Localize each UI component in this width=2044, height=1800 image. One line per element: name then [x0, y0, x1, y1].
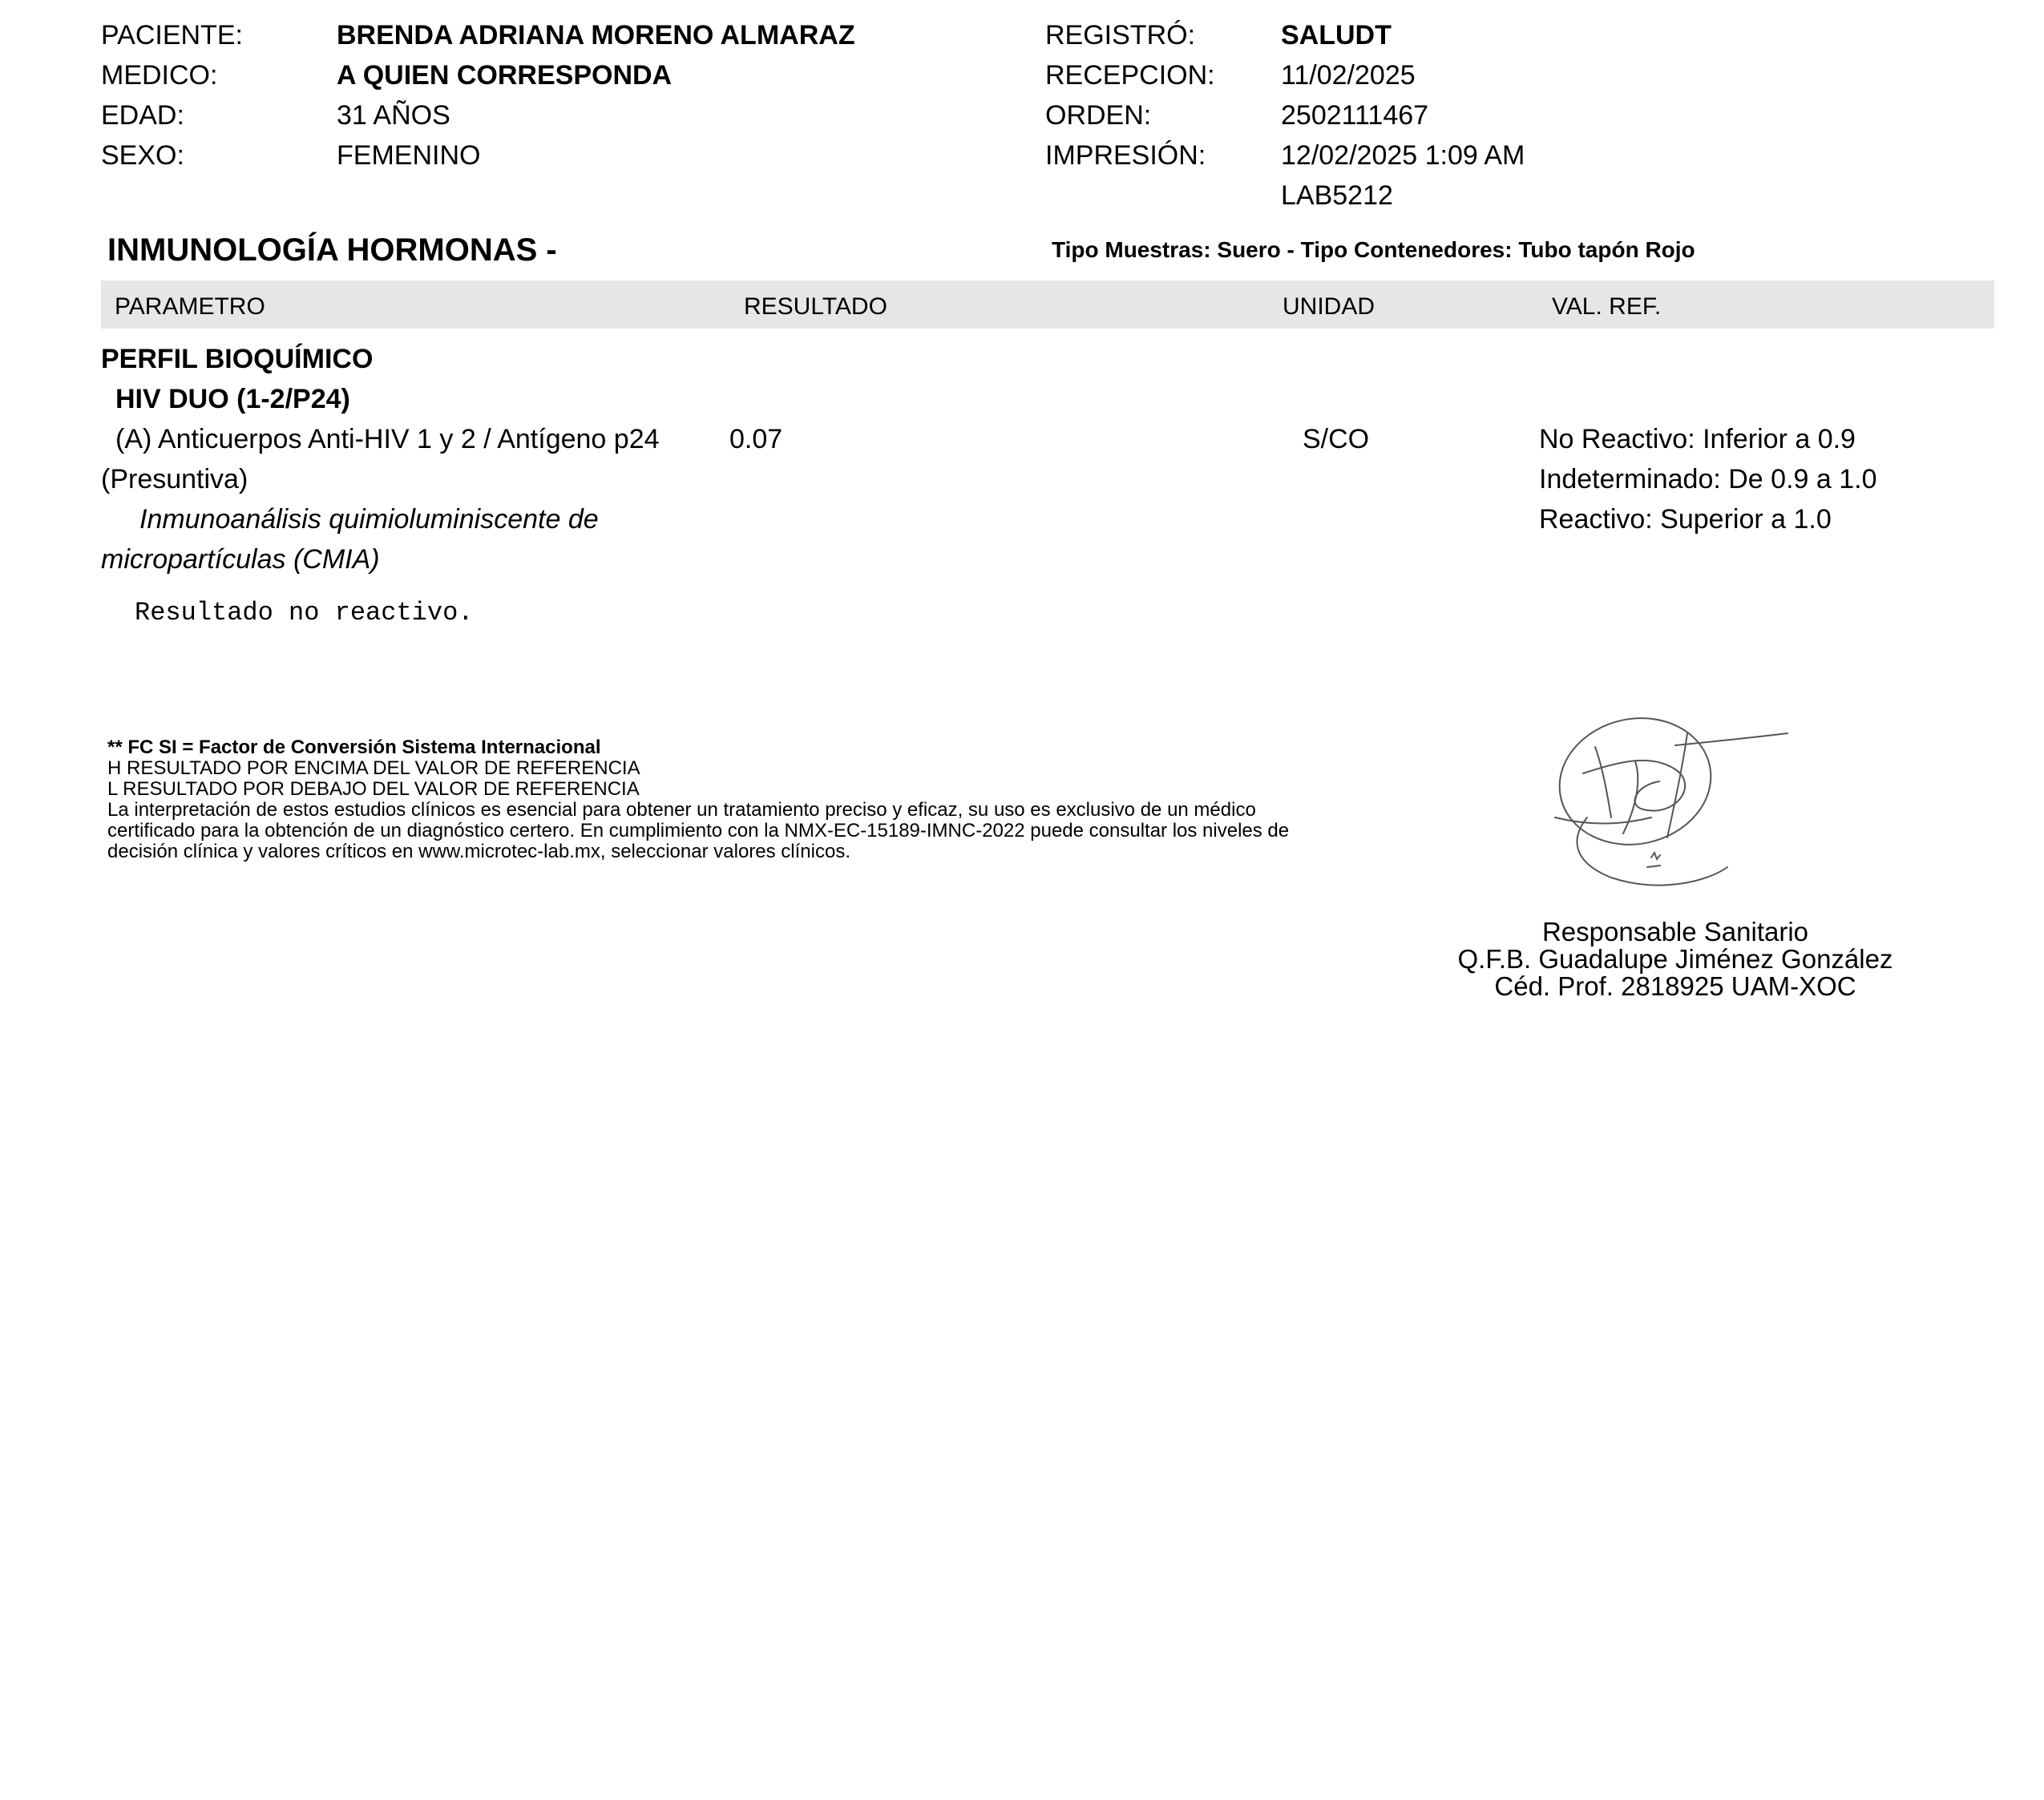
result-value: 0.07: [729, 424, 783, 454]
test-name: HIV DUO (1-2/P24): [115, 384, 350, 414]
disclaimer-line1: La interpretación de estos estudios clínicos es esencial para obtener un tratamiento preciso y eficaz, su uso es exclusivo de un médico: [107, 799, 1256, 821]
disclaimer-line3: decisión clínica y valores críticos en www.microtec-lab.mx, seleccionar valores clínicos.: [107, 841, 850, 862]
lab-code: LAB5212: [1281, 180, 1393, 211]
signature-cedula: Céd. Prof. 2818925 UAM-XOC: [1494, 971, 1856, 1001]
signature-name: Q.F.B. Guadalupe Jiménez González: [1457, 944, 1893, 974]
section-title: INMUNOLOGÍA HORMONAS -: [107, 232, 557, 268]
impresion-value: 12/02/2025 1:09 AM: [1281, 140, 1525, 171]
orden-label: ORDEN:: [1045, 100, 1152, 131]
registro-value: SALUDT: [1281, 20, 1392, 50]
footnote-h: H RESULTADO POR ENCIMA DEL VALOR DE REFERENCIA: [107, 757, 640, 779]
header-parametro: PARAMETRO: [115, 293, 265, 320]
header-resultado: RESULTADO: [744, 293, 887, 320]
result-unit: S/CO: [1303, 424, 1370, 454]
profile-heading: PERFIL BIOQUÍMICO: [101, 344, 374, 374]
method-line2: micropartículas (CMIA): [101, 544, 380, 575]
footnote-l: L RESULTADO POR DEBAJO DEL VALOR DE REFERENCIA: [107, 778, 640, 800]
signature-image: [1547, 697, 1812, 898]
header-val-ref: VAL. REF.: [1552, 293, 1662, 320]
paciente-value: BRENDA ADRIANA MORENO ALMARAZ: [337, 20, 855, 50]
ref-range-no-reactivo: No Reactivo: Inferior a 0.9: [1539, 424, 1856, 454]
medico-value: A QUIEN CORRESPONDA: [337, 60, 673, 91]
orden-value: 2502111467: [1281, 100, 1429, 131]
registro-label: REGISTRÓ:: [1045, 20, 1196, 50]
disclaimer-line2: certificado para la obtención de un diagnóstico certero. En cumplimiento con la NMX-EC-15189-IMNC-2022 puede consultar los niveles de: [107, 820, 1290, 841]
impresion-label: IMPRESIÓN:: [1045, 140, 1206, 171]
signature-block: [1427, 918, 1924, 1000]
recepcion-label: RECEPCION:: [1045, 60, 1215, 91]
recepcion-value: 11/02/2025: [1281, 60, 1416, 91]
paciente-label: PACIENTE:: [101, 20, 243, 50]
ref-range-indeterminado: Indeterminado: De 0.9 a 1.0: [1539, 464, 1877, 494]
parameter-name-line1: (A) Anticuerpos Anti-HIV 1 y 2 / Antígeno p24: [115, 424, 660, 454]
medico-label: MEDICO:: [101, 60, 218, 91]
ref-range-reactivo: Reactivo: Superior a 1.0: [1539, 504, 1832, 535]
sample-info: Tipo Muestras: Suero - Tipo Contenedores: Tubo tapón Rojo: [1052, 237, 1695, 262]
parameter-name-line2: (Presuntiva): [101, 464, 248, 494]
signature-role: Responsable Sanitario: [1541, 917, 1809, 946]
table-header: [101, 280, 1994, 329]
method-line1: Inmunoanálisis quimioluminiscente de: [139, 504, 599, 535]
edad-label: EDAD:: [101, 100, 184, 131]
footnote-fc-si: ** FC SI = Factor de Conversión Sistema Internacional: [107, 737, 601, 758]
edad-value: 31 AÑOS: [337, 100, 450, 131]
sexo-label: SEXO:: [101, 140, 184, 171]
result-comment: Resultado no reactivo.: [135, 598, 474, 628]
sexo-value: FEMENINO: [337, 140, 481, 171]
header-unidad: UNIDAD: [1283, 293, 1375, 320]
